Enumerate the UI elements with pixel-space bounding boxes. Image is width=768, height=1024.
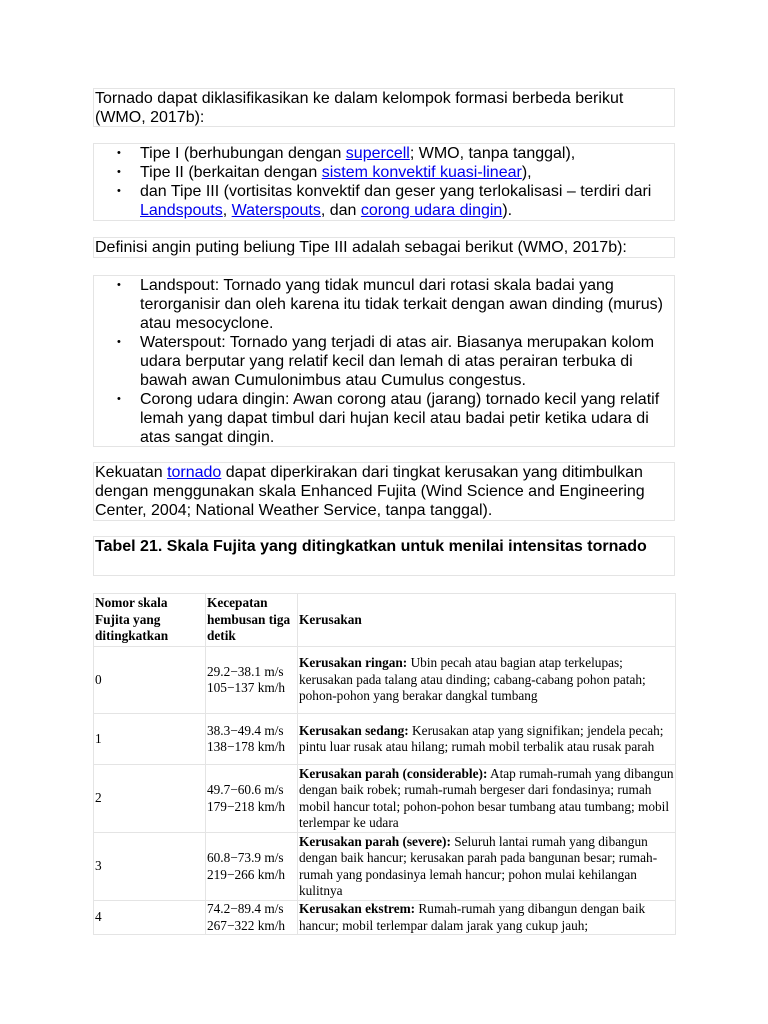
bullet-icon: • (117, 166, 121, 178)
waterspouts-link[interactable]: Waterspouts (231, 202, 321, 219)
separator: , (222, 202, 232, 219)
damage-title: Kerusakan ringan: (299, 655, 408, 671)
qlcs-link[interactable]: sistem konvektif kuasi-linear (321, 164, 522, 181)
damage-cell (298, 714, 676, 765)
waterspout-definition: Waterspout: Tornado yang terjadi di atas air. Biasanya merupakan kolom udara berputar yang relatif kecil dan lemah di atas perairan terbuka di bawah awan Cumulonimbus atau Cumulus congestus. (140, 334, 655, 389)
landspout-definition: Landspout: Tornado yang tidak muncul dari rotasi skala badai yang terorganisir dan oleh karena itu tidak terkait dengan awan dinding (murus) atau mesocyclone. (140, 277, 663, 332)
list-item (94, 182, 674, 220)
list-item (94, 390, 674, 447)
scale-cell: 2 (94, 765, 206, 833)
landspouts-link[interactable]: Landspouts (140, 202, 223, 219)
speed-cell (206, 714, 298, 765)
type-1-text: Tipe I (berhubungan dengan (140, 145, 346, 162)
separator: , dan (320, 202, 361, 219)
table-row (94, 714, 676, 765)
bullet-icon: • (117, 147, 121, 159)
definition-text: Definisi angin puting beliung Tipe III adalah sebagai berikut (WMO, 2017b): (95, 239, 627, 256)
damage-desc: Atap rumah-rumah yang dibangun dengan baik robek; rumah-rumah bergeser dari fondasinya; rumah mobil hancur total; pohon-pohon besar tumbang atau tumbang; mobil terlempar ke udara (299, 765, 674, 830)
type-1-suffix: ; WMO, tanpa tanggal), (409, 145, 576, 162)
speed-cell (206, 901, 298, 935)
list-item (94, 144, 674, 163)
damage-desc: Kerusakan atap yang signifikan; jendela pecah; pintu luar rusak atau hilang; rumah mobil terbalik atau rusak parah (299, 722, 664, 754)
damage-cell (298, 833, 676, 901)
definition-paragraph (93, 237, 675, 258)
speed-kmh: 105−137 km/h (207, 680, 286, 695)
speed-ms: 60.8−73.9 m/s (207, 850, 284, 865)
damage-cell (298, 647, 676, 714)
intro-text: Tornado dapat diklasifikasikan ke dalam kelompok formasi berbeda berikut (WMO, 2017b): (95, 90, 624, 126)
speed-ms: 38.3−49.4 m/s (207, 722, 284, 738)
header-speed: Kecepatan hembusan tiga detik (206, 594, 298, 647)
header-scale: Nomor skala Fujita yang ditingkatkan (94, 594, 206, 647)
damage-title: Kerusakan sedang: (299, 722, 409, 738)
definitions-list (93, 275, 675, 447)
damage-desc: Ubin pecah atau bagian atap terkelupas; kerusakan pada talang atau dinding; cabang-cabang pohon patah; pohon-pohon yang berakar dangkal tumbang (299, 655, 646, 704)
strength-text-rest: dapat diperkirakan dari tingkat kerusakan yang ditimbulkan dengan menggunakan skala Enhanced Fujita (Wind Science and Engineering Center, 2004; National Weather Service, tanpa tanggal). (95, 464, 645, 519)
scale-cell: 0 (94, 647, 206, 714)
list-item (94, 163, 674, 182)
strength-paragraph (93, 462, 675, 521)
scale-cell: 1 (94, 714, 206, 765)
damage-desc: Rumah-rumah yang dibangun dengan baik hancur; mobil terlempar dalam jarak yang cukup jauh; (299, 901, 646, 933)
strength-text: Kekuatan (95, 464, 168, 481)
speed-ms: 49.7−60.6 m/s (207, 782, 284, 797)
bullet-icon: • (117, 336, 121, 348)
list-item (94, 333, 674, 390)
type-2-text: Tipe II (berkaitan dengan (140, 164, 322, 181)
tornado-link[interactable]: tornado (167, 464, 222, 481)
table-row (94, 901, 676, 935)
damage-title: Kerusakan ekstrem: (299, 901, 416, 916)
speed-ms: 74.2−89.4 m/s (207, 901, 284, 916)
bullet-icon: • (117, 185, 121, 197)
type-3-suffix: ). (502, 202, 513, 219)
damage-title: Kerusakan parah (considerable): (299, 765, 488, 781)
speed-kmh: 267−322 km/h (207, 917, 286, 933)
speed-kmh: 138−178 km/h (207, 739, 286, 754)
damage-desc: Seluruh lantai rumah yang dibangun dengan baik hancur; kerusakan parah pada bangunan besar; rumah-rumah yang pondasinya lemah hancur; pohon mulai kehilangan kulitnya (299, 833, 658, 898)
list-item (94, 276, 674, 333)
speed-ms: 29.2−38.1 m/s (207, 663, 284, 679)
table-row (94, 765, 676, 833)
table-title-text: Tabel 21. Skala Fujita yang ditingkatkan untuk menilai intensitas tornado (95, 538, 647, 555)
fujita-table (93, 593, 676, 935)
tornado-types-list (93, 143, 675, 221)
speed-kmh: 219−266 km/h (207, 866, 286, 882)
speed-cell (206, 765, 298, 833)
table-title (93, 536, 675, 576)
damage-cell (298, 901, 676, 935)
speed-cell (206, 647, 298, 714)
table-row (94, 833, 676, 901)
damage-title: Kerusakan parah (severe): (299, 833, 451, 849)
table-row (94, 647, 676, 714)
intro-paragraph (93, 88, 675, 127)
bullet-icon: • (117, 279, 121, 291)
cold-air-funnel-definition: Corong udara dingin: Awan corong atau (jarang) tornado kecil yang relatif lemah yang dapat timbul dari hujan kecil atau badai petir ketika udara di atas sangat dingin. (140, 391, 660, 446)
supercell-link[interactable]: supercell (345, 145, 410, 162)
damage-cell (298, 765, 676, 833)
type-3-text: dan Tipe III (vortisitas konvektif dan geser yang terlokalisasi – terdiri dari (140, 183, 652, 200)
bullet-icon: • (117, 393, 121, 405)
scale-cell: 4 (94, 901, 206, 935)
type-2-suffix: ), (521, 164, 532, 181)
cold-air-funnel-link[interactable]: corong udara dingin (360, 202, 503, 219)
table-header-row (94, 594, 676, 647)
speed-kmh: 179−218 km/h (207, 798, 286, 814)
header-damage: Kerusakan (298, 594, 676, 647)
speed-cell (206, 833, 298, 901)
scale-cell: 3 (94, 833, 206, 901)
